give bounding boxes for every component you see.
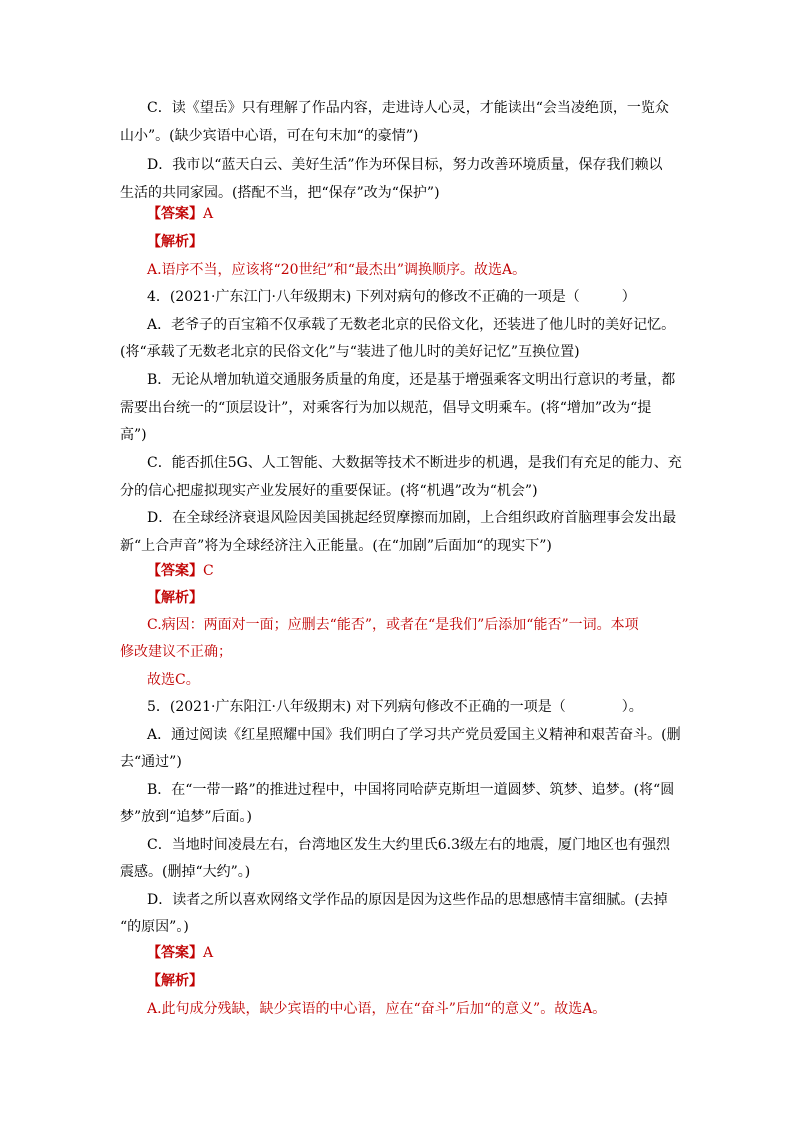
- q4-analysis-line1: C.病因：两面对一面；应删去“能否”，或者在“是我们”后添加“能否”一词。本项: [147, 617, 639, 633]
- answer-label: 【答案】: [147, 563, 203, 579]
- q4-option-b-line2: 需要出台统一的“顶层设计”，对乘客行为加以规范，倡导文明乘车。(将“增加”改为“提: [120, 400, 652, 416]
- q4-stem: 4．(2021·广东江门·八年级期末) 下列对病句的修改不正确的一项是（ ）: [147, 289, 636, 305]
- q5-option-d-line2: “的原因”。): [120, 919, 189, 935]
- q3-analysis-line1: A.语序不当，应该将“20世纪”和“最杰出”调换顺序。故选A。: [147, 262, 527, 278]
- q5-stem: 5．(2021·广东阳江·八年级期末) 对下列病句修改不正确的一项是（ ）。: [147, 699, 643, 715]
- q4-option-d-line1: D．在全球经济衰退风险因美国挑起经贸摩擦而加剧，上合组织政府首脑理事会发出最: [147, 510, 677, 526]
- q4-option-a-line2: (将“承载了无数老北京的民俗文化”与“装进了他儿时的美好记忆”互换位置): [120, 344, 580, 360]
- q4-option-a-line1: A．老爷子的百宝箱不仅承载了无数老北京的民俗文化，还装进了他儿时的美好记忆。: [147, 317, 676, 333]
- q3-analysis-label: 【解析】: [147, 234, 203, 250]
- q5-option-b-line2: 梦”放到“追梦”后面。): [120, 809, 252, 825]
- q4-option-b-line1: B．无论从增加轨道交通服务质量的角度，还是基于增强乘客文明出行意识的考量，都: [147, 372, 676, 388]
- q3-option-d-line2: 生活的共同家园。(搭配不当，把“保存”改为“保护”): [120, 185, 440, 201]
- answer-label: 【答案】: [147, 206, 203, 222]
- q4-option-d-line2: 新“上合声音”将为全球经济注入正能量。(在“加剧”后面加“的现实下”): [120, 538, 552, 554]
- q5-option-b-line1: B．在“一带一路”的推进过程中，中国将同哈萨克斯坦一道圆梦、筑梦、追梦。(将“圆: [147, 782, 675, 798]
- q5-option-a-line2: 去“通过”): [120, 754, 182, 770]
- q3-option-c-line2: 山小”。(缺少宾语中心语，可在句末加“的豪情”): [120, 128, 419, 144]
- q3-option-c-line1: C．读《望岳》只有理解了作品内容，走进诗人心灵，才能读出“会当凌绝顶，一览众: [147, 100, 669, 116]
- q5-option-a-line1: A．通过阅读《红星照耀中国》我们明白了学习共产党员爱国主义精神和艰苦奋斗。(删: [147, 727, 681, 743]
- q4-analysis-label: 【解析】: [147, 590, 203, 606]
- q5-option-d-line1: D．读者之所以喜欢网络文学作品的原因是因为这些作品的思想感情丰富细腻。(去掉: [147, 892, 668, 908]
- q5-answer: [147, 943, 213, 963]
- answer-value: A: [203, 945, 214, 961]
- q4-analysis-line2: 修改建议不正确；: [120, 644, 232, 660]
- q3-option-d-line1: D．我市以“蓝天白云、美好生活”作为环保目标，努力改善环境质量，保存我们赖以: [147, 157, 663, 173]
- q5-analysis-label: 【解析】: [147, 973, 203, 989]
- answer-value: C: [203, 563, 214, 579]
- q4-analysis-line3: 故选C。: [147, 672, 200, 688]
- q5-analysis-line1: A.此句成分残缺，缺少宾语的中心语，应在“奋斗”后加“的意义”。故选A。: [147, 1001, 607, 1017]
- q4-answer: [147, 561, 214, 581]
- answer-label: 【答案】: [147, 945, 203, 961]
- q5-option-c-line1: C．当地时间凌晨左右，台湾地区发生大约里氏6.3级左右的地震，厦门地区也有强烈: [147, 837, 670, 853]
- q3-answer: [147, 204, 213, 224]
- q4-option-c-line2: 分的信心把虚拟现实产业发展好的重要保证。(将“机遇”改为“机会”): [120, 483, 538, 499]
- q4-option-c-line1: C．能否抓住5G、人工智能、大数据等技术不断进步的机遇，是我们有充足的能力、充: [147, 455, 682, 471]
- q5-option-c-line2: 震感。(删掉“大约”。): [120, 864, 251, 880]
- q4-option-b-line3: 高”): [120, 427, 147, 443]
- answer-value: A: [203, 206, 214, 222]
